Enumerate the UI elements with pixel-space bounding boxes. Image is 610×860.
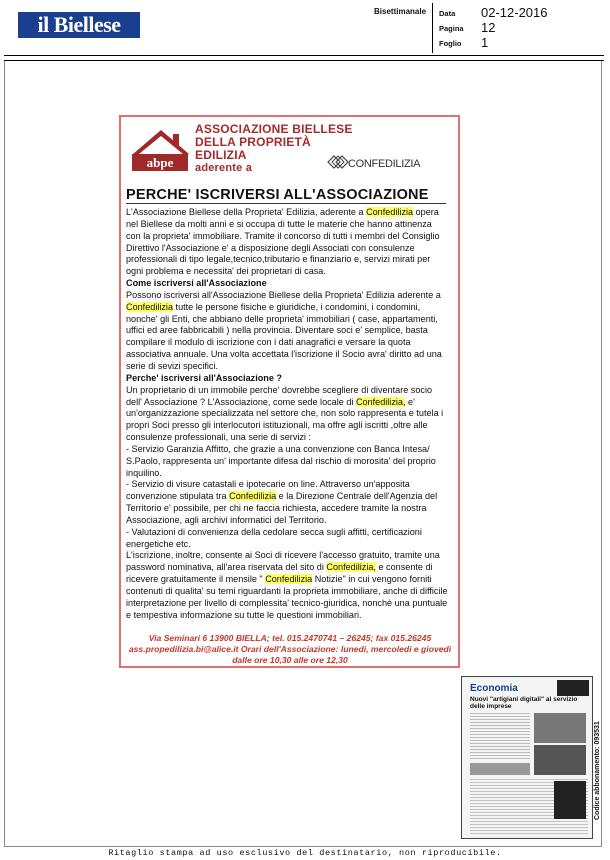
section-heading: Come iscriversi all'Associazione: [126, 278, 267, 289]
article-body: [126, 207, 448, 622]
thumb-photo: [470, 763, 530, 775]
meta-key: Data: [439, 9, 456, 18]
highlighted-term: Confedilizia: [265, 574, 313, 585]
org-name-line: DELLA PROPRIETÀ: [195, 135, 311, 149]
thumb-ad-block: [554, 781, 586, 819]
meta-value: 12: [481, 20, 496, 35]
contact-footer: [124, 633, 456, 666]
headline-underline: [126, 203, 446, 204]
meta-key: Pagina: [439, 24, 464, 33]
newspaper-masthead: il Biellese: [18, 12, 140, 38]
header-divider: [4, 55, 604, 56]
article-headline: PERCHE' ISCRIVERSI ALL'ASSOCIAZIONE: [126, 187, 429, 203]
thumb-text-column: [470, 713, 530, 759]
thumb-photo: [534, 745, 586, 775]
thumb-ad-block: [557, 680, 589, 696]
meta-value: 1: [481, 35, 489, 50]
paragraph-membership: Possono iscriversi all'Associazione Biellese della Proprieta' Edilizia aderente a Confedilizia tutte le persone fisiche e giuridiche, i condomini, i condomini, nonche' gli Enti, che abbiano delle proprieta' immobiliari ( case, appartamenti, uffici ed aree fabbricabili ) nella provincia. Diventare soci e' semplice, basta compilare il modulo di iscrizione con i dati anagrafici e versare la quota associativa annuale. Una volta accettata l'iscrizione il Socio avra' diritto ad una serie di sevizi specifici.: [126, 289, 442, 371]
meta-row-page: [439, 20, 589, 36]
highlighted-term: Confedilizia,: [326, 562, 376, 573]
paragraph-intro: L'Associazione Biellese della Proprieta' Edilizia, aderente a Confedilizia opera nel Biellese da molti anni e si occupa di tutte le materie che hanno attinenza con la proprieta' immobiliare. Tramite il concorso di tutti i membri del Consiglio Direttivo l'Associazione e' a disposizione degli Associati con consulenze professionali di tipo legale,tecnico,tributario e finanziario e, servizi mirati per ogni problema e necessita' dei proprietari di casa.: [126, 207, 440, 277]
footer-line: ass.propedilizia.bi@alice.it Orari dell'Associazione: lunedi, mercoledi e giovedi: [128, 644, 452, 654]
confedilizia-logo-icon: [326, 152, 350, 172]
org-name-line: ASSOCIAZIONE BIELLESE: [195, 122, 353, 136]
service-item: - Valutazioni di convenienza della cedolare secca sugli affitti, certificazioni energetiche etc.: [126, 526, 422, 549]
metadata-box: [432, 3, 593, 53]
org-name-line: EDILIZIA: [195, 148, 247, 162]
meta-key: Foglio: [439, 39, 462, 48]
highlighted-term: Confedilizia: [366, 207, 414, 217]
subscription-code: Codice abbonamento: 093531: [594, 721, 601, 820]
footer-line: dalle ore 10,30 alle ore 12,30: [232, 655, 348, 665]
meta-row-date: [439, 5, 589, 21]
copyright-disclaimer: Ritaglio stampa ad uso esclusivo del destinatario, non riproducibile.: [108, 848, 502, 858]
abpe-logo-text: abpe: [132, 154, 188, 171]
paragraph-benefits: L'iscrizione, inoltre, consente ai Soci di ricevere l'accesso gratuito, tramite una password nominativa, all'area riservata del sito di Confedilizia, e consente di ricevere gratuitamente il mensile " Confedilizia Notizie" in cui vengono forniti contenuti di qualita' su temi riguardanti la proprieta immobiliare, anche di difficile interpretazione per livello di complessita' tecnico-giuridica, nonchè una puntuale e tempestiva informazione su tutte le questioni immobiliari.: [126, 550, 448, 620]
thumb-headline: Nuovi "artigiani digitali" al servizio delle imprese: [470, 696, 578, 710]
meta-row-sheet: [439, 35, 589, 51]
service-item: - Servizio Garanzia Affitto, che grazie a una convenzione con Banca Intesa/ S.Paolo, rappresenta un' importante difesa dal rischio di morosita' del proprio inquilino.: [126, 443, 436, 478]
thumb-section: Economia: [470, 683, 518, 694]
service-item: - Servizio di visure catastali e ipotecarie on line. Attraverso un'apposita convenzione stipulata tra Confedilizia e la Direzione Centrale dell'Agenzia del Territorio e' possibile, per chi ne faccia richiesta, accedere tramite la nostra Associazione, agli archivi informatici del Territorio.: [126, 479, 438, 525]
highlighted-term: Confedilizia: [126, 301, 174, 312]
meta-value: 02-12-2016: [481, 5, 548, 20]
org-subtitle: aderente a: [195, 162, 253, 174]
periodicity-label: Bisettimanale: [374, 7, 427, 16]
highlighted-term: Confedilizia: [229, 491, 277, 502]
paragraph-why: Un proprietario di un immobile perche' dovrebbe scegliere di diventare socio dell' Associazione ? L'Associazione, come sede locale di Confedilizia, e' un'organizzazione specializzata nel settore che, non solo rappresenta e tutela i propri Soci presso gli interlocutori istituzionali, ma offre agli iscritti ,oltre alle consulenze professionali, una serie di servizi :: [126, 384, 444, 443]
thumb-photo: [534, 713, 586, 743]
footer-line: Via Seminari 6 13900 BIELLA; tel. 015.2470741 – 26245; fax 015.26245: [148, 633, 432, 643]
section-heading: Perche' iscriversi all'Associazione ?: [126, 372, 282, 383]
confedilizia-logo-text: CONFEDILIZIA: [348, 158, 421, 170]
page-thumbnail: [461, 676, 593, 839]
highlighted-term: Confedilizia,: [355, 396, 406, 407]
